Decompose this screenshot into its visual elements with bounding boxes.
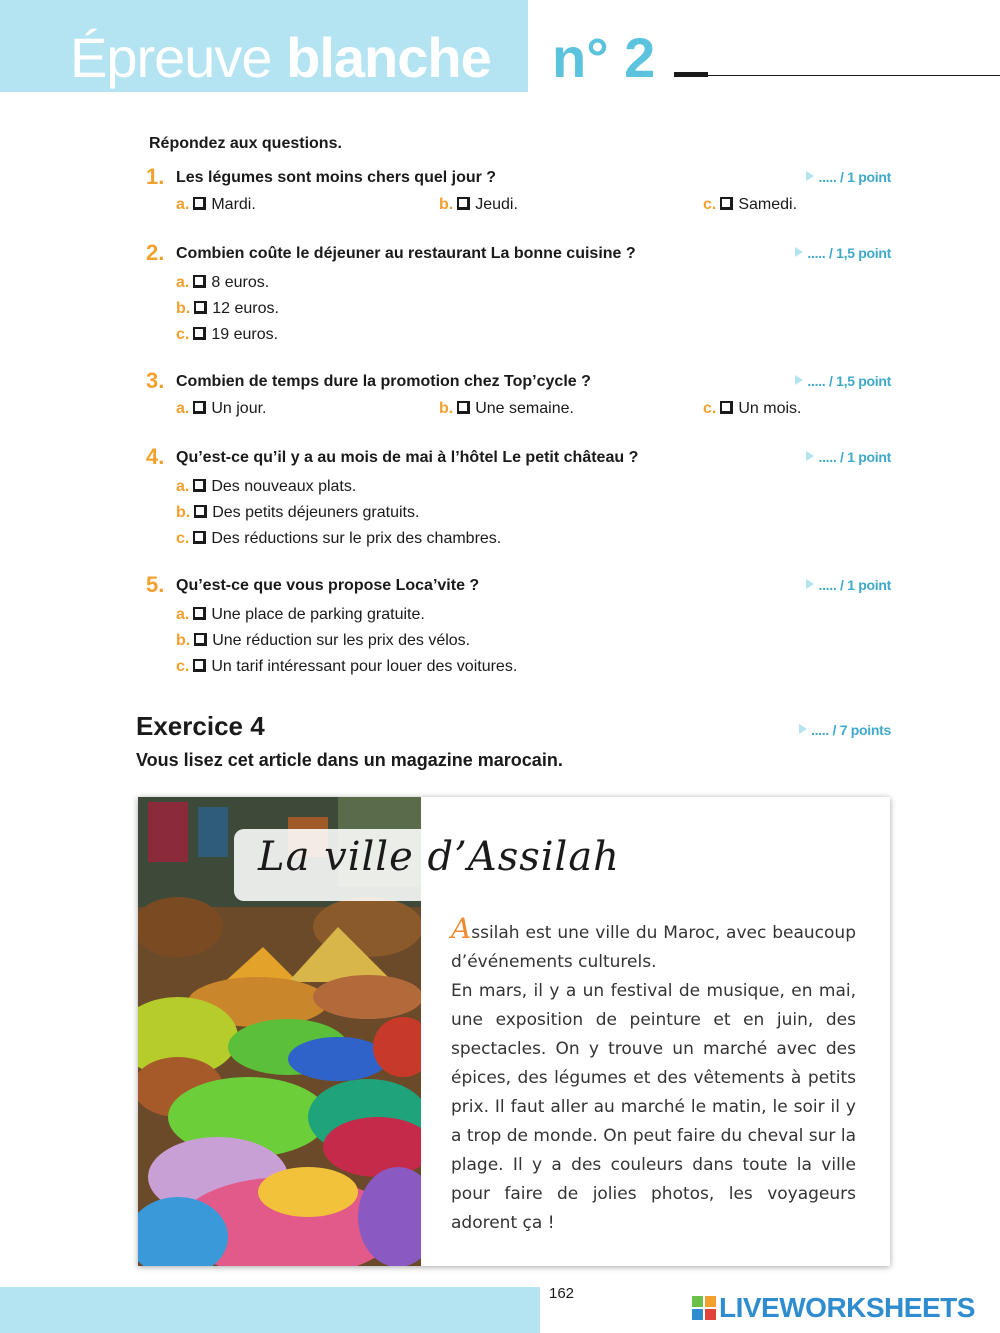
- option-b[interactable]: b. Des petits déjeuners gratuits.: [176, 504, 420, 521]
- question-number: 2.: [146, 240, 165, 265]
- test-number: n° 2: [552, 26, 656, 89]
- option-a[interactable]: a. Une place de parking gratuite.: [176, 606, 425, 623]
- checkbox[interactable]: [193, 401, 206, 414]
- liveworksheets-logo-icon: [692, 1296, 716, 1320]
- question-number: 1.: [146, 164, 165, 189]
- header-separator: [528, 0, 541, 92]
- option-c[interactable]: c. Un mois.: [703, 400, 802, 417]
- points-score: ..... / 1 point: [806, 577, 891, 593]
- checkbox[interactable]: [457, 197, 470, 210]
- option-c[interactable]: c. 19 euros.: [176, 326, 279, 343]
- arrow-icon: [806, 451, 814, 461]
- question-2: [146, 240, 891, 348]
- article-body: [451, 912, 856, 1238]
- arrow-icon: [799, 724, 807, 734]
- arrow-icon: [806, 579, 814, 589]
- checkbox[interactable]: [193, 479, 206, 492]
- question-text: Qu’est-ce que vous propose Loca’vite ?: [176, 577, 480, 594]
- checkbox[interactable]: [193, 275, 206, 288]
- exercise-points-row: [136, 720, 891, 740]
- question-number: 5.: [146, 572, 165, 597]
- question-1: [146, 164, 891, 222]
- option-a[interactable]: a. 8 euros.: [176, 274, 270, 291]
- question-4: [146, 444, 891, 552]
- option-b[interactable]: b. Une semaine.: [439, 400, 574, 417]
- option-c[interactable]: c. Un tarif intéressant pour louer des voitures.: [176, 658, 518, 675]
- question-3: [146, 368, 891, 426]
- question-text: Combien de temps dure la promotion chez Top’cycle ?: [176, 373, 591, 390]
- arrow-icon: [795, 375, 803, 385]
- points-score: ..... / 7 points: [799, 722, 891, 738]
- question-text: Qu’est-ce qu’il y a au mois de mai à l’hôtel Le petit château ?: [176, 449, 639, 466]
- exercise-instructions: Vous lisez cet article dans un magazine marocain.: [136, 750, 563, 770]
- option-c[interactable]: c. Des réductions sur le prix des chambres.: [176, 530, 502, 547]
- option-b[interactable]: b. Jeudi.: [439, 196, 518, 213]
- option-a[interactable]: a. Des nouveaux plats.: [176, 478, 357, 495]
- checkbox[interactable]: [193, 531, 206, 544]
- header-dash: [674, 72, 708, 77]
- exercise-title: Exercice 4: [136, 711, 265, 741]
- points-score: ..... / 1,5 point: [795, 245, 891, 261]
- checkbox[interactable]: [193, 197, 206, 210]
- page-title: Épreuve blanche: [70, 26, 491, 89]
- liveworksheets-brand[interactable]: LIVEWORKSHEETS: [719, 1292, 975, 1323]
- article-paragraph-1: Assilah est une ville du Maroc, avec beaucoup d’événements culturels.: [451, 912, 856, 972]
- question-5: [146, 572, 891, 680]
- option-a[interactable]: a. Mardi.: [176, 196, 256, 213]
- dropcap: A: [451, 912, 472, 945]
- points-score: ..... / 1 point: [806, 449, 891, 465]
- checkbox[interactable]: [194, 505, 207, 518]
- checkbox[interactable]: [720, 197, 733, 210]
- points-score: ..... / 1,5 point: [795, 373, 891, 389]
- arrow-icon: [795, 247, 803, 257]
- arrow-icon: [806, 171, 814, 181]
- points-score: ..... / 1 point: [806, 169, 891, 185]
- checkbox[interactable]: [194, 633, 207, 646]
- checkbox[interactable]: [457, 401, 470, 414]
- footer-band: [0, 1287, 540, 1333]
- article-title: La ville d’Assilah: [258, 834, 620, 880]
- checkbox[interactable]: [193, 327, 206, 340]
- question-text: Combien coûte le déjeuner au restaurant La bonne cuisine ?: [176, 245, 636, 262]
- option-c[interactable]: c. Samedi.: [703, 196, 798, 213]
- option-b[interactable]: b. Une réduction sur les prix des vélos.: [176, 632, 471, 649]
- question-number: 4.: [146, 444, 165, 469]
- article-paragraph-2: En mars, il y a un festival de musique, en mai, une exposition de peinture et en juin, des spectacles. On y trouve un marché avec des épices, des légumes et des vêtements à petits prix. Il faut aller au marché le matin, le soir il y a trop de monde. On peut faire du cheval sur la plage. Il y a des couleurs dans toute la ville pour faire de jolies photos, les voyageurs adorent ça !: [451, 981, 856, 1233]
- question-number: 3.: [146, 368, 165, 393]
- checkbox[interactable]: [194, 301, 207, 314]
- checkbox[interactable]: [193, 659, 206, 672]
- checkbox[interactable]: [720, 401, 733, 414]
- instructions: Répondez aux questions.: [149, 135, 342, 152]
- option-a[interactable]: a. Un jour.: [176, 400, 267, 417]
- checkbox[interactable]: [193, 607, 206, 620]
- article-card: [138, 797, 890, 1266]
- header-rule: [708, 75, 1000, 76]
- question-text: Les légumes sont moins chers quel jour ?: [176, 169, 497, 186]
- page-number: 162: [549, 1285, 575, 1302]
- option-b[interactable]: b. 12 euros.: [176, 300, 279, 317]
